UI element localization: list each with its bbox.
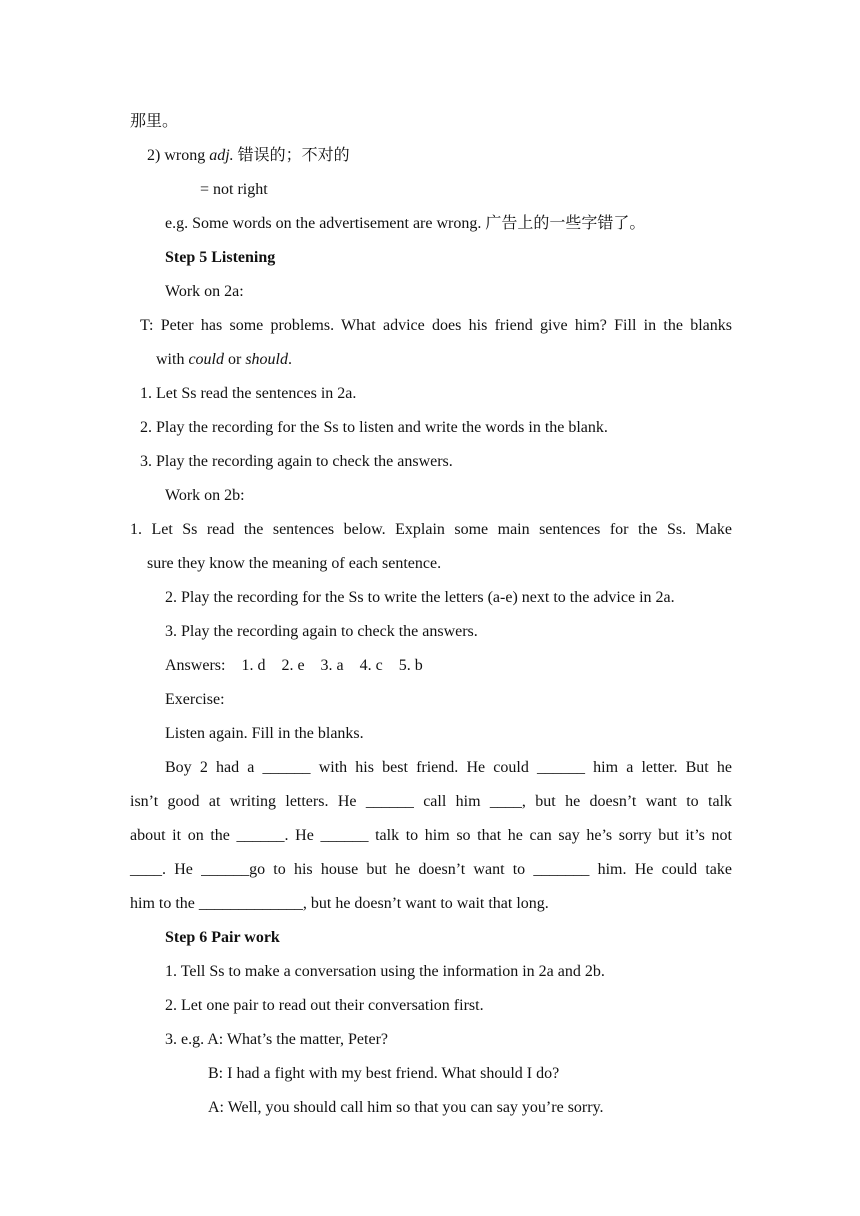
work-on-2b-label: Work on 2b: — [165, 487, 245, 504]
list-item: 3. Play the recording again to check the answers. — [140, 453, 453, 470]
instruction-line: T: Peter has some problems. What advice does his friend give him? Fill in the blanks — [140, 317, 732, 334]
text-line: 那里。 — [130, 113, 179, 130]
exercise-label: Exercise: — [165, 691, 225, 708]
text-run: with — [156, 351, 189, 368]
instruction-line-continued — [156, 350, 292, 370]
part-of-speech: adj. — [209, 147, 234, 164]
work-on-2a-label: Work on 2a: — [165, 283, 244, 300]
text-run: . — [288, 351, 292, 368]
vocab-entry-wrong — [147, 146, 350, 166]
exercise-paragraph-line: isn’t good at writing letters. He ______ call him ____, but he doesn’t want to talk — [130, 793, 732, 810]
list-item: 3. e.g. A: What’s the matter, Peter? — [165, 1031, 388, 1048]
vocab-word: 2) wrong — [147, 147, 210, 164]
dialogue-line: A: Well, you should call him so that you can say you’re sorry. — [208, 1099, 604, 1116]
list-item: 2. Play the recording for the Ss to listen and write the words in the blank. — [140, 419, 608, 436]
list-item-continued: sure they know the meaning of each sentence. — [147, 555, 442, 572]
vocab-meaning: 错误的；不对的 — [233, 147, 350, 164]
list-item: 1. Let Ss read the sentences in 2a. — [140, 385, 357, 402]
list-item: 3. Play the recording again to check the answers. — [165, 623, 478, 640]
step-5-heading: Step 5 Listening — [165, 249, 276, 266]
list-item: 1. Let Ss read the sentences below. Explain some main sentences for the Ss. Make — [130, 521, 732, 538]
example-sentence: e.g. Some words on the advertisement are wrong. 广告上的一些字错了。 — [165, 215, 646, 232]
exercise-instruction: Listen again. Fill in the blanks. — [165, 725, 364, 742]
text-run: or — [224, 351, 246, 368]
italic-word-could: could — [188, 351, 224, 368]
list-item: 1. Tell Ss to make a conversation using the information in 2a and 2b. — [165, 963, 605, 980]
answers-line: Answers: 1. d 2. e 3. a 4. c 5. b — [165, 657, 423, 674]
list-item: 2. Play the recording for the Ss to write the letters (a-e) next to the advice in 2a. — [165, 589, 675, 606]
exercise-paragraph-line: him to the _____________, but he doesn’t want to wait that long. — [130, 895, 549, 912]
exercise-paragraph-line: ____. He ______go to his house but he doesn’t want to _______ him. He could take — [130, 861, 732, 878]
dialogue-line: B: I had a fight with my best friend. What should I do? — [208, 1065, 560, 1082]
step-6-heading: Step 6 Pair work — [165, 929, 280, 946]
exercise-paragraph-line: Boy 2 had a ______ with his best friend. He could ______ him a letter. But he — [165, 759, 732, 776]
italic-word-should: should — [245, 351, 288, 368]
synonym-line: = not right — [200, 181, 268, 198]
list-item: 2. Let one pair to read out their conversation first. — [165, 997, 484, 1014]
exercise-paragraph-line: about it on the ______. He ______ talk to him so that he can say he’s sorry but it’s not — [130, 827, 732, 844]
